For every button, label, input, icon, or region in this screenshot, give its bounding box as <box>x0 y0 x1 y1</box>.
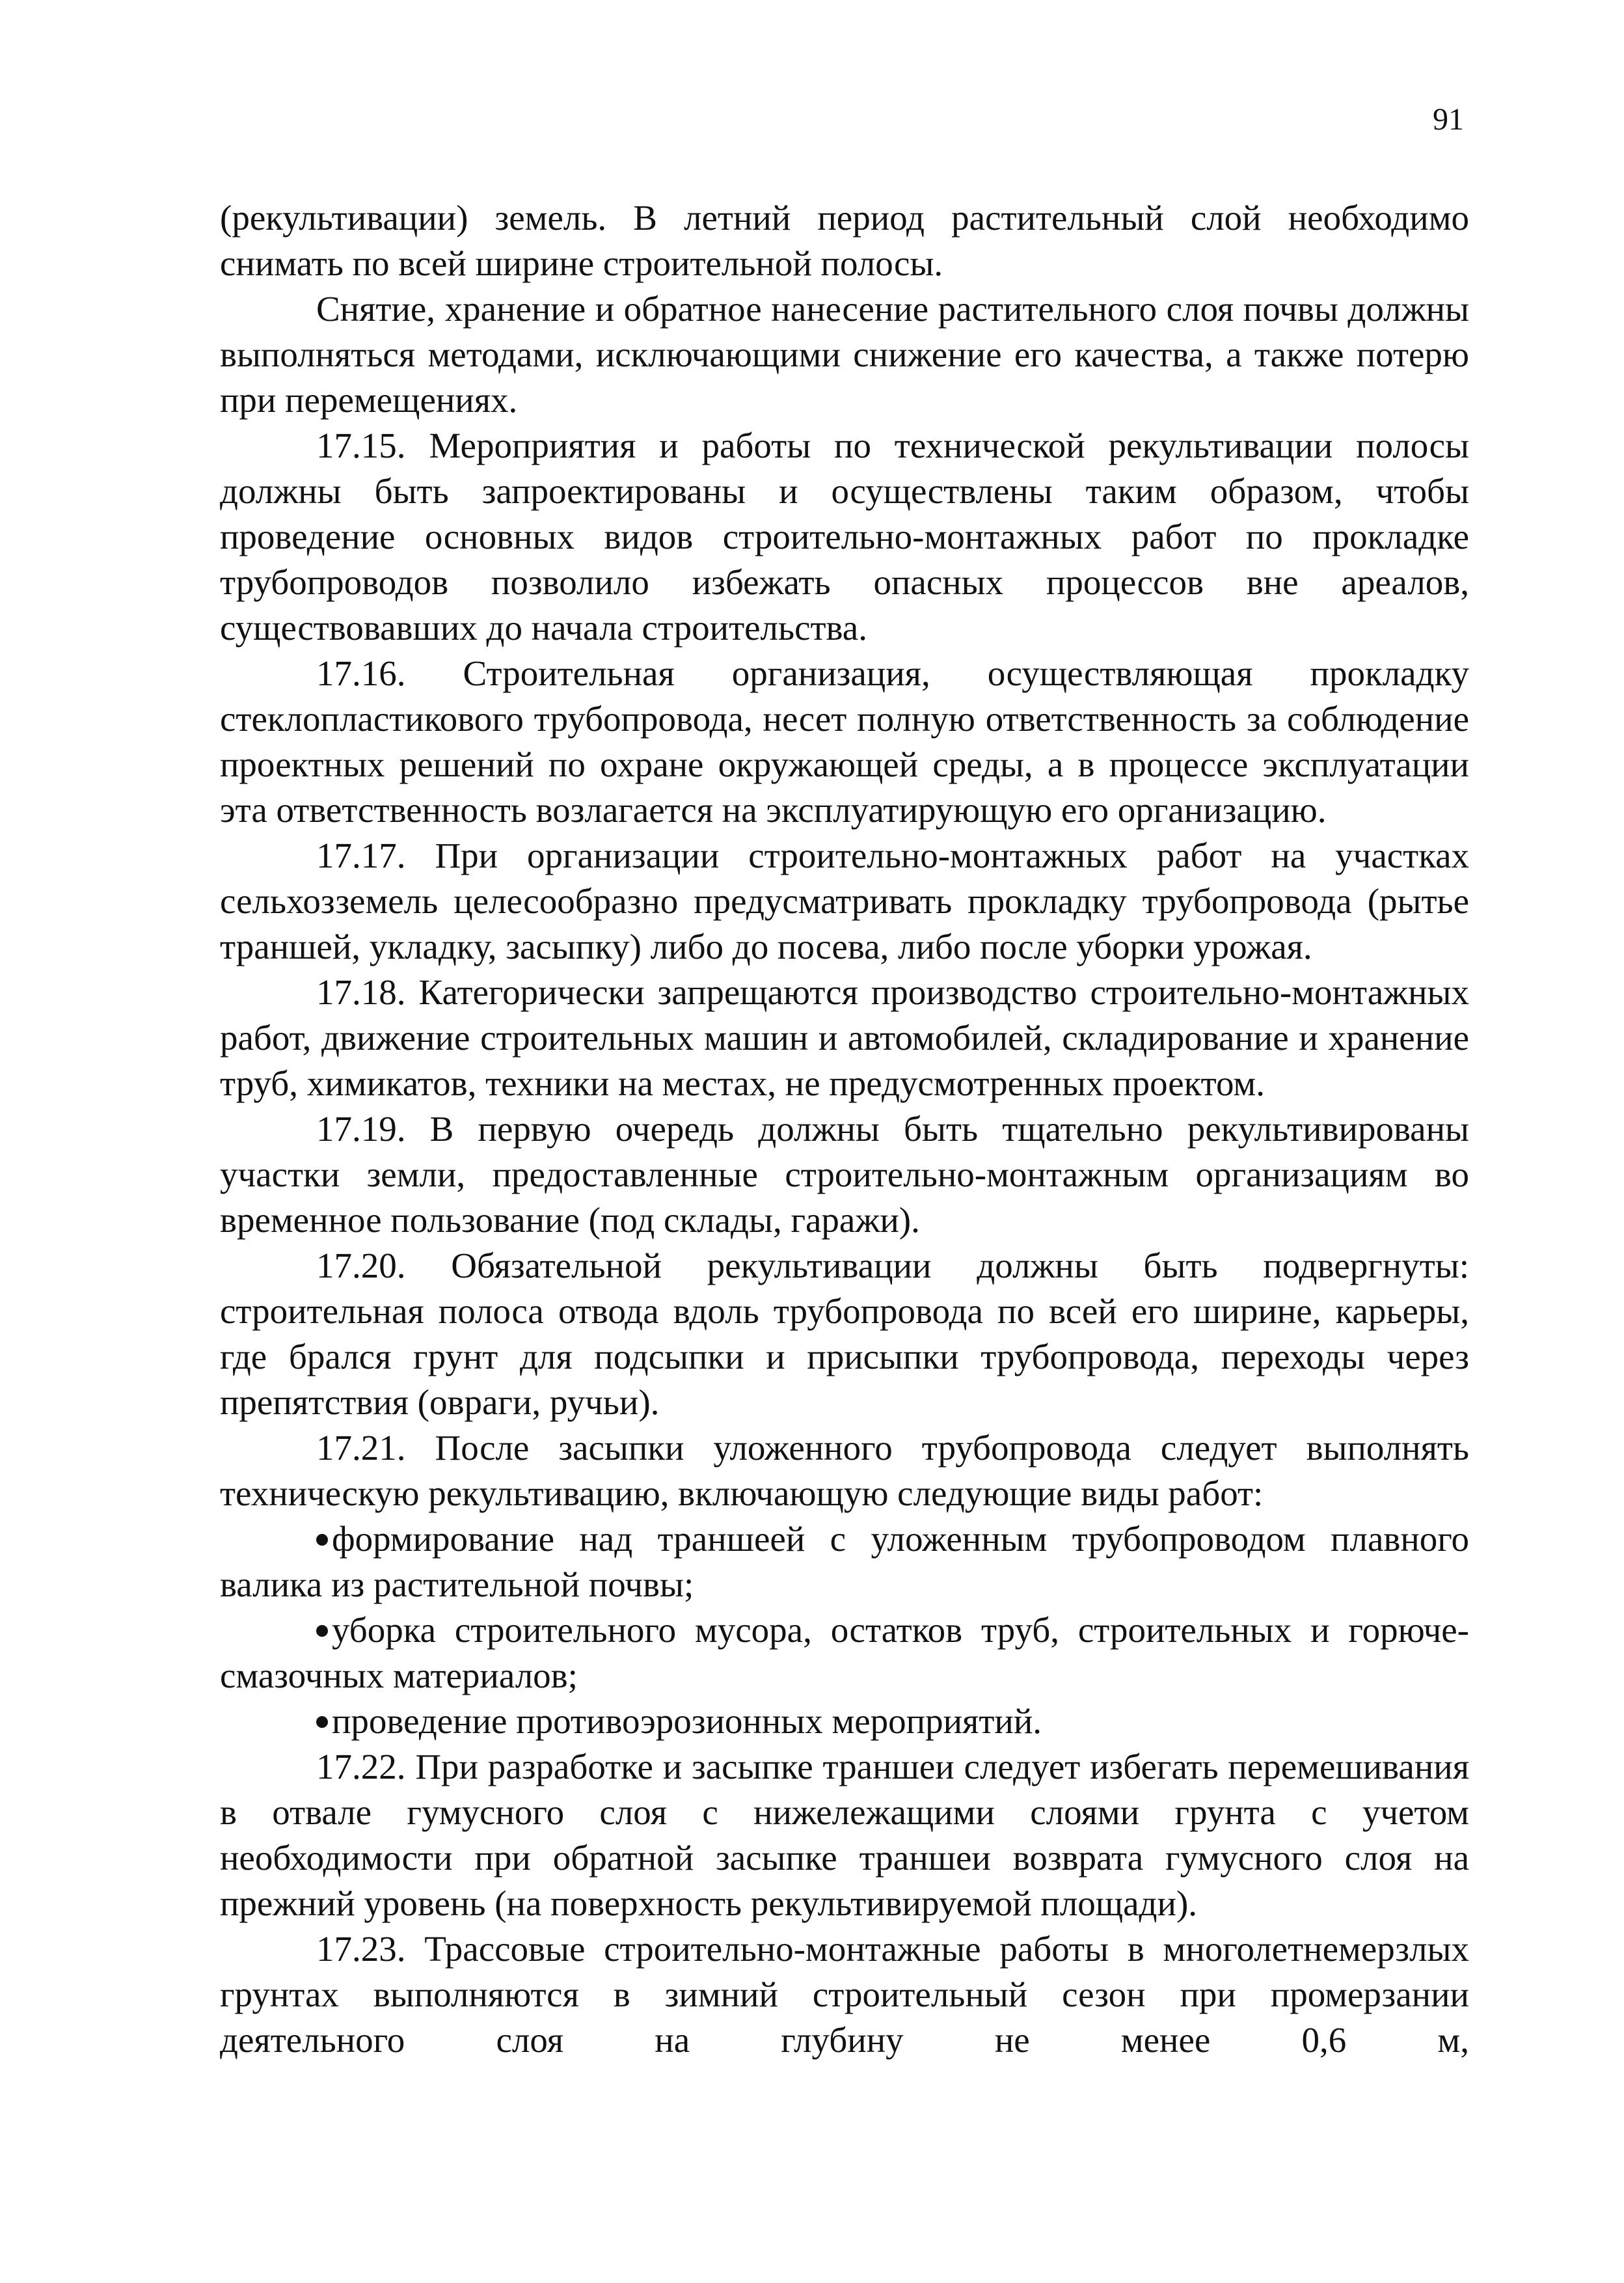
paragraph-17-19: 17.19. В первую очередь должны быть тщательно рекультивированы участки земли, предоставленные строительно-монтажным организациям во временное пользование (под склады, гаражи). <box>220 1109 1469 1240</box>
bullet-text: уборка строительного мусора, остатков труб, строительных и горюче-смазочных материалов; <box>220 1610 1469 1695</box>
paragraph: Снятие, хранение и обратное нанесение растительного слоя почвы должны выполняться методами, исключающими снижение его качества, а также потерю при перемещениях. <box>220 289 1469 420</box>
document-body <box>220 195 1469 2063</box>
page-number: 91 <box>1433 102 1464 137</box>
paragraph-17-16: 17.16. Строительная организация, осуществляющая прокладку стеклопластикового трубопровода, несет полную ответственность за соблюдение проектных решений по охране окружающей среды, а в процессе эксплуатации эта ответственность возлагается на эксплуатирующую его организацию. <box>220 653 1469 830</box>
bullet-item <box>220 1607 1469 1699</box>
bullet-item <box>220 1699 1469 1744</box>
paragraph-17-17: 17.17. При организации строительно-монтажных работ на участках сельхозземель целесообразно предусматривать прокладку трубопровода (рытье траншей, укладку, засыпку) либо до посева, либо после уборки урожая. <box>220 836 1469 966</box>
paragraph-continuation: (рекультивации) земель. В летний период растительный слой необходимо снимать по всей ширине строительной полосы. <box>220 198 1469 283</box>
paragraph-17-21: 17.21. После засыпки уложенного трубопровода следует выполнять техническую рекультивацию, включающую следующие виды работ: <box>220 1428 1469 1513</box>
bullet-item <box>220 1516 1469 1607</box>
bullet-text: проведение противоэрозионных мероприятий. <box>332 1701 1042 1741</box>
paragraph-17-15: 17.15. Мероприятия и работы по технической рекультивации полосы должны быть запроектированы и осуществлены таким образом, чтобы проведение основных видов строительно-монтажных работ по прокладке трубопроводов позволило избежать опасных процессов вне ареалов, существовавших до начала строительства. <box>220 426 1469 648</box>
paragraph-17-18: 17.18. Категорически запрещаются производство строительно-монтажных работ, движение строительных машин и автомобилей, складирование и хранение труб, химикатов, техники на местах, не предусмотренных проектом. <box>220 972 1469 1103</box>
paragraph-17-23: 17.23. Трассовые строительно-монтажные работы в многолетнемерзлых грунтах выполняются в зимний строительный сезон при промерзании деятельного слоя на глубину не менее 0,6 м, <box>220 1929 1469 2060</box>
paragraph-17-20: 17.20. Обязательной рекультивации должны быть подвергнуты: строительная полоса отвода вдоль трубопровода по всей его ширине, карьеры, где брался грунт для подсыпки и присыпки трубопровода, переходы через препятствия (овраги, ручьи). <box>220 1246 1469 1422</box>
bullet-icon <box>316 1716 328 1728</box>
bullet-icon <box>316 1625 328 1637</box>
paragraph-17-22: 17.22. При разработке и засыпке траншеи следует избегать перемешивания в отвале гумусного слоя с нижележащими слоями грунта с учетом необходимости при обратной засыпке траншеи возврата гумусного слоя на прежний уровень (на поверхность рекультивируемой площади). <box>220 1747 1469 1923</box>
bullet-text: формирование над траншеей с уложенным трубопроводом плавного валика из растительной почвы; <box>220 1519 1469 1604</box>
bullet-icon <box>316 1534 328 1546</box>
